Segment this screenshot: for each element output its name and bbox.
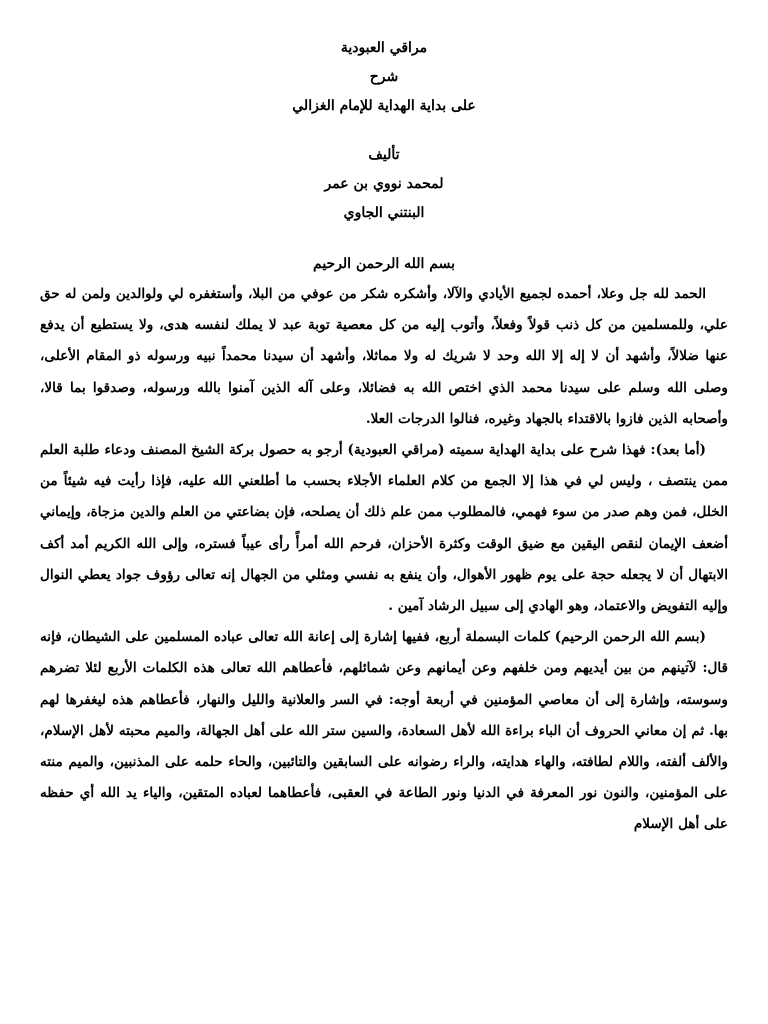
author-heading: تأليف [368,147,400,163]
basmala-heading: بسم الله الرحمن الرحيم [313,256,455,272]
book-title-block [40,34,728,121]
author-name: لمحمد نووي بن عمر [324,176,444,192]
book-subtitle-source: على بداية الهداية للإمام الغزالي [292,98,476,114]
spacer [40,121,728,141]
author-block [40,141,728,228]
book-title: مراقي العبودية [340,40,428,56]
spacer [40,228,728,250]
paragraph-hamd: الحمد لله جل وعلا، أحمده لجميع الأيادي والآلا، وأشكره شكر من عوفي من البلا، وأستغفره لي ولوالدين ولمن له حق علي، وللمسلمين من كل ذنب قولاً وفعلاً، وأتوب إليه من كل معصية توبة عبد لا يملك لنفسه هدى، ولا يستطيع أن يدفع عنها ضلالاً، وأشهد أن لا إله إلا الله وحد لا شريك له ولا مماثلا، وأشهد أن سيدنا محمداً نبيه ورسوله ذو المقام الأعلى، وصلى الله وسلم على سيدنا محمد الذي اختص الله به فضائلا، وعلى آله الذين آمنوا بالله ورسوله، وصدقوا بما قالا، وأصحابه الذين فازوا بالاقتداء بالجهاد وغيره، فنالوا الدرجات العلا. [40,286,728,427]
author-nisba: البنتني الجاوي [343,205,425,221]
paragraph-amma-bad: (أما بعد): فهذا شرح على بداية الهداية سميته (مراقي العبودية) أرجو به حصول بركة الشيخ المصنف ودعاء طلبة العلم ممن ينتصف ، وليس لي في هذا إلا الجمع من كلام العلماء الأجلاء بحسب ما أطلعني الله عليه، فإذا رأيت فيه شيئاً من الخلل، فمن وهم صدر من سوء فهمي، فالمطلوب ممن علم ذلك أن يصلحه، فإن بضاعتي من العلم والدين مزجاة، وإيماني أضعف الإيمان لنقص اليقين مع ضيق الوقت وكثرة الأحزان، فرحم الله أمرأً رأى عيباً فستره، وإلى الله الكريم أمد أكف الابتهال أن لا يجعله حجة على يوم ظهور الأهوال، وأن ينفع به نفسي ومثلي من الجهال إنه تعالى رؤوف جواد يعطي النوال وإليه التفويض والاعتماد، وهو الهادي إلى سبيل الرشاد آمين . [40,442,728,615]
document-page [40,34,728,1004]
book-subtitle-sharh: شرح [369,69,399,85]
paragraph-basmala-commentary: (بسم الله الرحمن الرحيم) كلمات البسملة أربع، ففيها إشارة إلى إعانة الله تعالى عباده المسلمين على الشيطان، فإنه قال: لآتينهم من بين أيديهم ومن خلفهم وعن أيمانهم وعن شمائلهم، فأعطاهم الله تعالى هذه الكلمات الأربع لئلا تضرهم وسوسته، وإشارة إلى أن معاصي المؤمنين في أربعة أوجه: في السر والعلانية والليل والنهار، فأعطاهم هذه ليغفرها لهم بها. ثم إن معاني الحروف أن الباء براءة الله لأهل السعادة، والسين ستر الله على أهل الجهالة، والميم محبته لأهل الإسلام، والألف ألفته، واللام لطافته، والهاء هدايته، والراء رضوانه على السابقين والتائبين، والحاء حلمه على المذنبين، والميم منته على المؤمنين، والنون نور المعرفة في الدنيا ونور الطاعة في العقبى، فأعطاهما لعباده المتقين، والياء يد الله أي حفظه على أهل الإسلام [40,629,728,833]
